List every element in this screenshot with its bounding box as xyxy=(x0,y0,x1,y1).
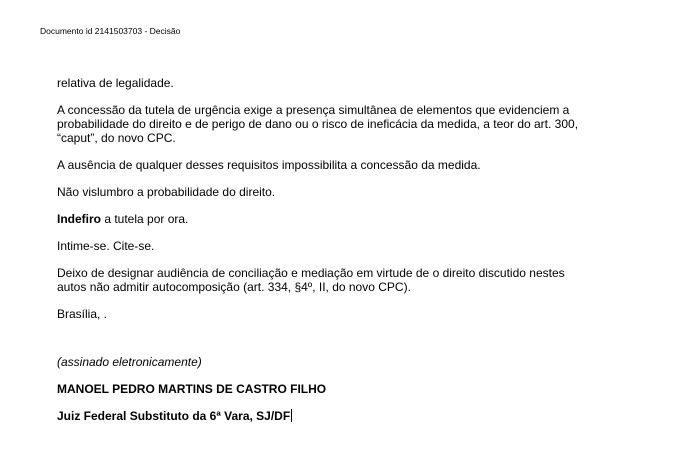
text-cursor xyxy=(291,409,292,422)
indefiro-bold-word: Indefiro xyxy=(57,212,101,226)
document-id-header: Documento id 2141503703 - Decisão xyxy=(40,26,181,36)
document-body xyxy=(57,76,617,423)
paragraph-tutela-urgencia: A concessão da tutela de urgência exige a presença simultânea de elementos que evidenciem a probabilidade do direito e de perigo de dano ou o risco de ineficácia da medida, a teor do art. 300, “caput”, do novo CPC. xyxy=(57,103,579,145)
paragraph-indefiro xyxy=(57,212,617,226)
paragraph-intime-cite: Intime-se. Cite-se. xyxy=(57,239,155,253)
paragraph-nao-vislumbro: Não vislumbro a probabilidade do direito. xyxy=(57,185,276,199)
signer-title: Juiz Federal Substituto da 6ª Vara, SJ/DF xyxy=(57,409,291,423)
indefiro-rest: a tutela por ora. xyxy=(101,212,189,226)
paragraph-brasilia-date: Brasília, . xyxy=(57,307,108,321)
signature-note: (assinado eletronicamente) xyxy=(57,355,202,369)
paragraph-ausencia-requisitos: A ausência de qualquer desses requisitos impossibilita a concessão da medida. xyxy=(57,158,481,172)
signer-name: MANOEL PEDRO MARTINS DE CASTRO FILHO xyxy=(57,382,327,396)
signer-title-line[interactable] xyxy=(57,409,617,423)
paragraph-deixo-designar: Deixo de designar audiência de conciliação e mediação em virtude de o direito discutido nestes autos não admitir autocomposição (art. 334, §4º, II, do novo CPC). xyxy=(57,266,565,294)
paragraph-legalidade: relativa de legalidade. xyxy=(57,76,174,90)
